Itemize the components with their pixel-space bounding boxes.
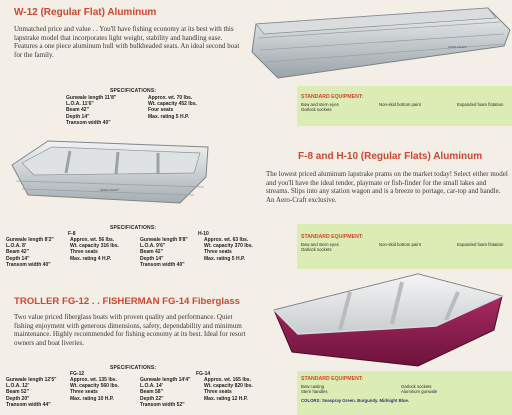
spec-line: Wt. capacity 452 lbs. xyxy=(148,101,197,108)
spec-line: Max. rating 4 H.P. xyxy=(70,255,112,262)
spec-line: Depth 14" xyxy=(6,255,30,262)
fg-equip-col1 xyxy=(301,384,328,394)
spec-line: L.O.A. 14' xyxy=(140,383,163,390)
spec-line: Max. rating 5 H.P. xyxy=(204,255,246,262)
fg12-specs-left xyxy=(6,377,57,408)
f8-h10-equip-col3 xyxy=(457,242,503,247)
fg-equip-heading: STANDARD EQUIPMENT: xyxy=(301,376,364,382)
w12-specs-left xyxy=(66,95,116,126)
w12-title: W-12 (Regular Flat) Aluminum xyxy=(14,7,157,18)
fg-equip-col2 xyxy=(401,384,437,394)
h10-specs-right xyxy=(204,237,253,262)
equip-item: Oarlock sockets xyxy=(301,247,332,253)
model-f8-label: F-8 xyxy=(68,231,76,237)
fg-description: Two value priced fiberglass boats with proven quality and performance. Quiet fishing enjoyment with generous dimensions, safety, dependability and minimum maintenance. Highly recommended for fishing economy at its best. Ideal for resort owners and boat liveries. xyxy=(14,313,246,347)
spec-line: Beam 42" xyxy=(6,249,29,256)
h10-specs-left xyxy=(140,237,188,268)
spec-line: Depth 14" xyxy=(140,255,164,262)
spec-line: Three seats xyxy=(204,249,232,256)
spec-line: Gunwale length 9'8" xyxy=(140,237,188,243)
spec-line: Three seats xyxy=(70,249,98,256)
spec-line: Approx. wt. 165 lbs. xyxy=(204,377,251,383)
fg12-specs-right xyxy=(70,377,119,402)
model-fg12-label: FG-12 xyxy=(70,371,85,377)
w12-equip-heading: STANDARD EQUIPMENT: xyxy=(301,94,364,100)
spec-line: Transom width 40" xyxy=(6,261,51,268)
spec-line: Beam 52" xyxy=(6,389,29,396)
svg-text:AERO-CRAFT: AERO-CRAFT xyxy=(448,45,467,49)
f8-h10-equip-col1 xyxy=(301,242,339,252)
f8-h10-description: The lowest priced aluminum lapstrake prams on the market today! Select either model and you'll have the ideal tender, playmate or fish-finder for the small lakes and streams. Slips into any station wagon and is a breeze to portage, car-top and handle. An Aero-Craft exclusive. xyxy=(266,170,508,204)
equip-item: Aluminum gunwale xyxy=(401,389,438,395)
w12-spec-heading: SPECIFICATIONS: xyxy=(110,88,157,94)
w12-equip-col1 xyxy=(301,102,339,112)
fg-boat-image xyxy=(268,270,508,370)
fg14-specs-right xyxy=(204,377,253,402)
spec-line: Three seats xyxy=(204,389,232,396)
spec-line: Beam 42" xyxy=(140,249,163,256)
spec-line: Beam 42" xyxy=(66,107,89,114)
spec-line: Approx. wt. 63 lbs. xyxy=(204,237,249,243)
fg-title: TROLLER FG-12 . . FISHERMAN FG-14 Fiberglass xyxy=(14,296,241,307)
f8-h10-equipment-panel xyxy=(297,224,512,269)
fg-colors-line: COLORS: Seaspray Green. Burgundy. Midnight Blue. xyxy=(301,398,410,403)
f8-specs-right xyxy=(70,237,119,262)
spec-line: Gunwale length 14'4" xyxy=(140,377,191,383)
spec-line: Gunwale length 12'5" xyxy=(6,377,57,383)
spec-line: Four seats xyxy=(148,107,174,114)
equip-item: Non-skid bottom paint xyxy=(379,102,421,107)
spec-line: Depth 20" xyxy=(6,395,30,402)
spec-line: Approx. wt. 70 lbs. xyxy=(148,95,193,101)
w12-specs-right xyxy=(148,95,197,120)
equip-item: Bow and stern eyes xyxy=(301,102,339,107)
equip-item: Bow casting xyxy=(301,384,325,389)
f8-h10-equip-heading: STANDARD EQUIPMENT: xyxy=(301,234,364,240)
spec-line: L.O.A. 8' xyxy=(6,243,27,250)
equip-item: Bow and stern eyes xyxy=(301,242,339,247)
spec-line: Approx. wt. 135 lbs. xyxy=(70,377,117,383)
f8-specs-left xyxy=(6,237,54,268)
spec-line: Max. rating 10 H.P. xyxy=(70,395,114,402)
w12-description: Unmatched price and value . . You'll have fishing economy at its best with this lapstrake model that incorporates light weight, stability and handling ease. Features a one piece aluminum hull with bulkheaded seats. An ideal second boat for the family. xyxy=(14,25,240,59)
spec-line: Three seats xyxy=(70,389,98,396)
f8-h10-title: F-8 and H-10 (Regular Flats) Aluminum xyxy=(298,151,483,162)
spec-line: Depth 14" xyxy=(66,113,90,120)
f8-h10-equip-col2 xyxy=(379,242,421,247)
spec-line: Transom width 40" xyxy=(66,119,111,126)
equip-item: Expanded foam flotation xyxy=(457,242,504,247)
spec-line: Approx. wt. 56 lbs. xyxy=(70,237,115,243)
fg14-specs-left xyxy=(140,377,191,408)
spec-line: Beam 58" xyxy=(140,389,163,396)
fg-spec-heading: SPECIFICATIONS: xyxy=(110,365,157,371)
spec-line: Gunwale length 8'2" xyxy=(6,237,54,243)
spec-line: L.O.A. 11'6" xyxy=(66,101,94,108)
w12-boat-image xyxy=(248,2,510,82)
spec-line: L.O.A. 12' xyxy=(6,383,29,390)
spec-line: Max. rating 12 H.P. xyxy=(204,395,248,402)
spec-line: L.O.A. 9'6" xyxy=(140,243,166,250)
spec-line: Wt. capacity 820 lbs. xyxy=(204,383,253,390)
spec-line: Wt. capacity 316 lbs. xyxy=(70,243,119,250)
w12-equipment-panel xyxy=(297,86,512,126)
spec-line: Max. rating 5 H.P. xyxy=(148,113,190,120)
w12-equip-col2 xyxy=(379,102,421,107)
model-fg14-label: FG-14 xyxy=(196,371,211,377)
f8-h10-spec-heading: SPECIFICATIONS: xyxy=(110,225,157,231)
equip-item: Non-skid bottom paint xyxy=(379,242,421,247)
equip-item: Stern handles xyxy=(301,389,328,395)
equip-item: Oarlock sockets xyxy=(301,107,332,113)
spec-line: Depth 22" xyxy=(140,395,164,402)
spec-line: Wt. capacity 560 lbs. xyxy=(70,383,119,390)
f8-h10-boat-image xyxy=(8,137,213,212)
model-h10-label: H-10 xyxy=(198,231,209,237)
fg-equipment-panel xyxy=(297,371,512,415)
spec-line: Gunwale length 11'8" xyxy=(66,95,117,101)
spec-line: Wt. capacity 370 lbs. xyxy=(204,243,253,250)
spec-line: Transom width 44" xyxy=(6,401,51,408)
equip-item: Oarlock sockets xyxy=(401,384,432,389)
svg-text:AERO-CRAFT: AERO-CRAFT xyxy=(100,188,119,192)
w12-equip-col3 xyxy=(457,102,503,107)
equip-item: Expanded foam flotation xyxy=(457,102,504,107)
spec-line: Transom width 40" xyxy=(140,261,185,268)
spec-line: Transom width 52" xyxy=(140,401,185,408)
